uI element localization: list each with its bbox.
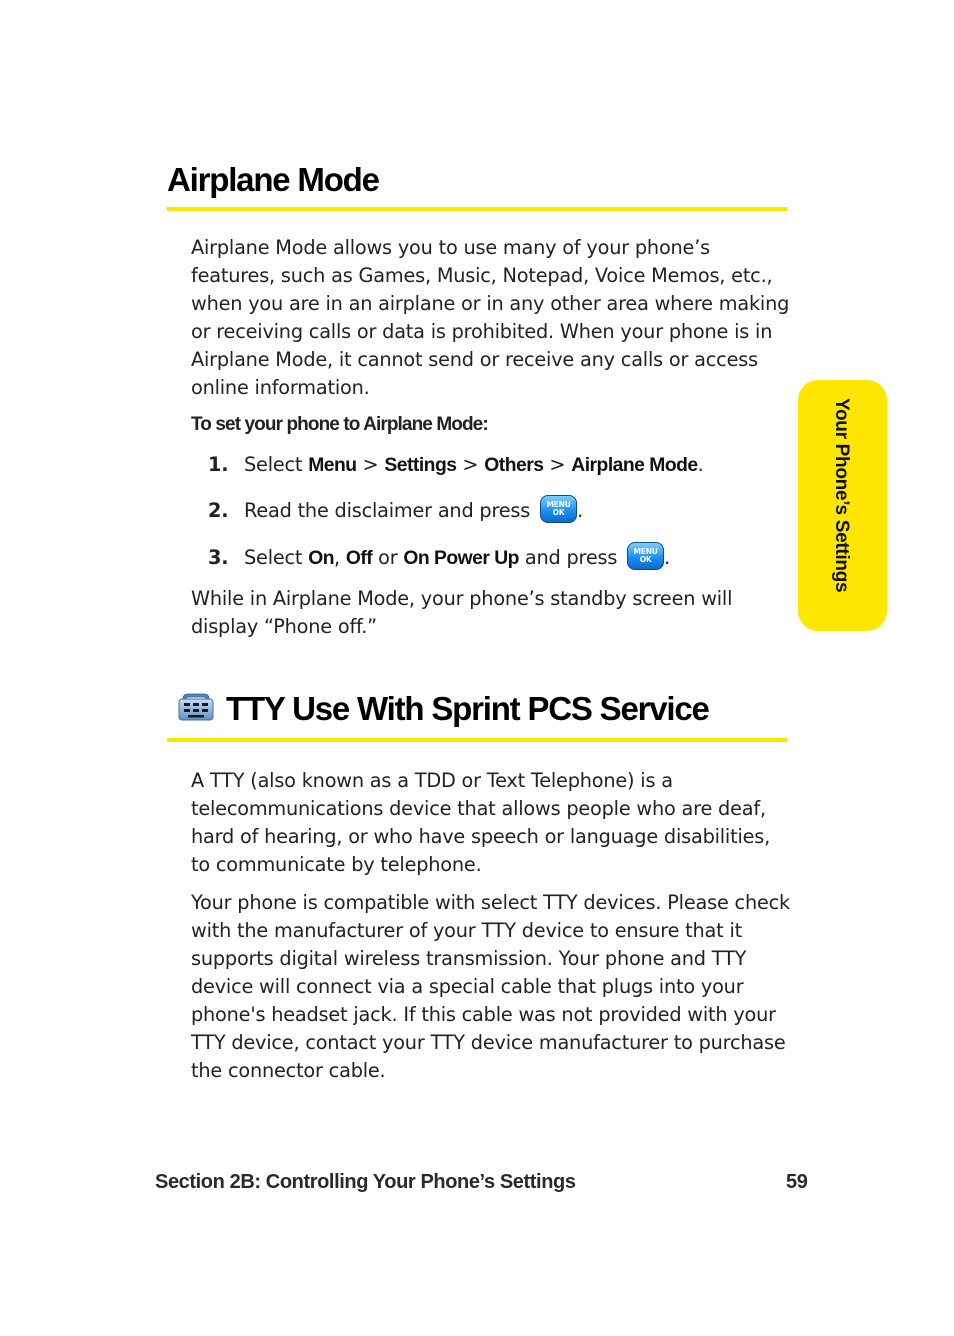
step-end: . <box>577 499 583 522</box>
footer-section-title: Section 2B: Controlling Your Phone’s Settings <box>155 1171 576 1193</box>
menu-path-menu: Menu <box>308 455 357 476</box>
step-number: 1. <box>208 453 229 476</box>
step-text: Read the disclaimer and press <box>244 499 537 522</box>
menu-ok-line1: MENU <box>546 499 571 509</box>
step-3 <box>208 544 670 573</box>
airplane-mode-note: While in Airplane Mode, your phone’s standby screen will display “Phone off.” <box>191 587 733 638</box>
step-text: Select <box>244 546 309 569</box>
procedure-heading: To set your phone to Airplane Mode: <box>191 414 488 435</box>
tty-compatibility: Your phone is compatible with select TTY devices. Please check with the manufacturer of your TTY device to ensure that it supports digital wireless transmission. Your phone and TTY device will connect via a special cable that plugs into your phone's headset jack. If this cable was not provided with your TTY device, contact your TTY device manufacturer to purchase the connector cable. <box>191 891 790 1082</box>
path-separator: > <box>543 453 572 476</box>
option-on-power-up: On Power Up <box>403 548 519 569</box>
menu-ok-line1: MENU <box>633 546 658 556</box>
menu-ok-key-icon <box>627 542 664 570</box>
tty-keyboard-phone-icon <box>178 692 214 722</box>
menu-ok-key-icon <box>540 495 577 523</box>
heading-rule <box>167 738 787 742</box>
page-number: 59 <box>786 1171 808 1193</box>
heading-rule <box>167 207 787 211</box>
step-end: . <box>664 546 671 569</box>
path-separator: > <box>456 453 485 476</box>
menu-path-airplane-mode: Airplane Mode <box>571 455 698 476</box>
step-2 <box>208 497 583 525</box>
airplane-mode-intro: Airplane Mode allows you to use many of your phone’s features, such as Games, Music, Notepad, Voice Memos, etc., when you are in an airplane or in any other area where making or receiving calls or data is prohibited. When your phone is in Airplane Mode, it cannot send or receive any calls or access online information. <box>191 236 790 399</box>
menu-ok-line2: OK <box>639 554 652 564</box>
menu-path-settings: Settings <box>384 455 457 476</box>
step-number: 2. <box>208 499 229 522</box>
or-text: or <box>372 546 404 569</box>
tty-heading: TTY Use With Sprint PCS Service <box>226 690 709 727</box>
menu-path-others: Others <box>484 455 544 476</box>
comma: , <box>334 546 346 569</box>
airplane-mode-heading: Airplane Mode <box>167 161 379 198</box>
tty-description: A TTY (also known as a TDD or Text Telephone) is a telecommunications device that allows people who are deaf, hard of hearing, or who have speech or language disabilities, to communicate by telephone. <box>191 769 771 876</box>
path-separator: > <box>356 453 385 476</box>
step-1 <box>208 451 704 480</box>
side-tab-label: Your Phone’s Settings <box>831 398 852 593</box>
and-press-text: and press <box>518 546 624 569</box>
option-off: Off <box>345 548 373 569</box>
step-end: . <box>697 453 704 476</box>
menu-ok-line2: OK <box>552 507 565 517</box>
step-number: 3. <box>208 546 229 569</box>
option-on: On <box>308 548 334 569</box>
step-text: Select <box>244 453 309 476</box>
